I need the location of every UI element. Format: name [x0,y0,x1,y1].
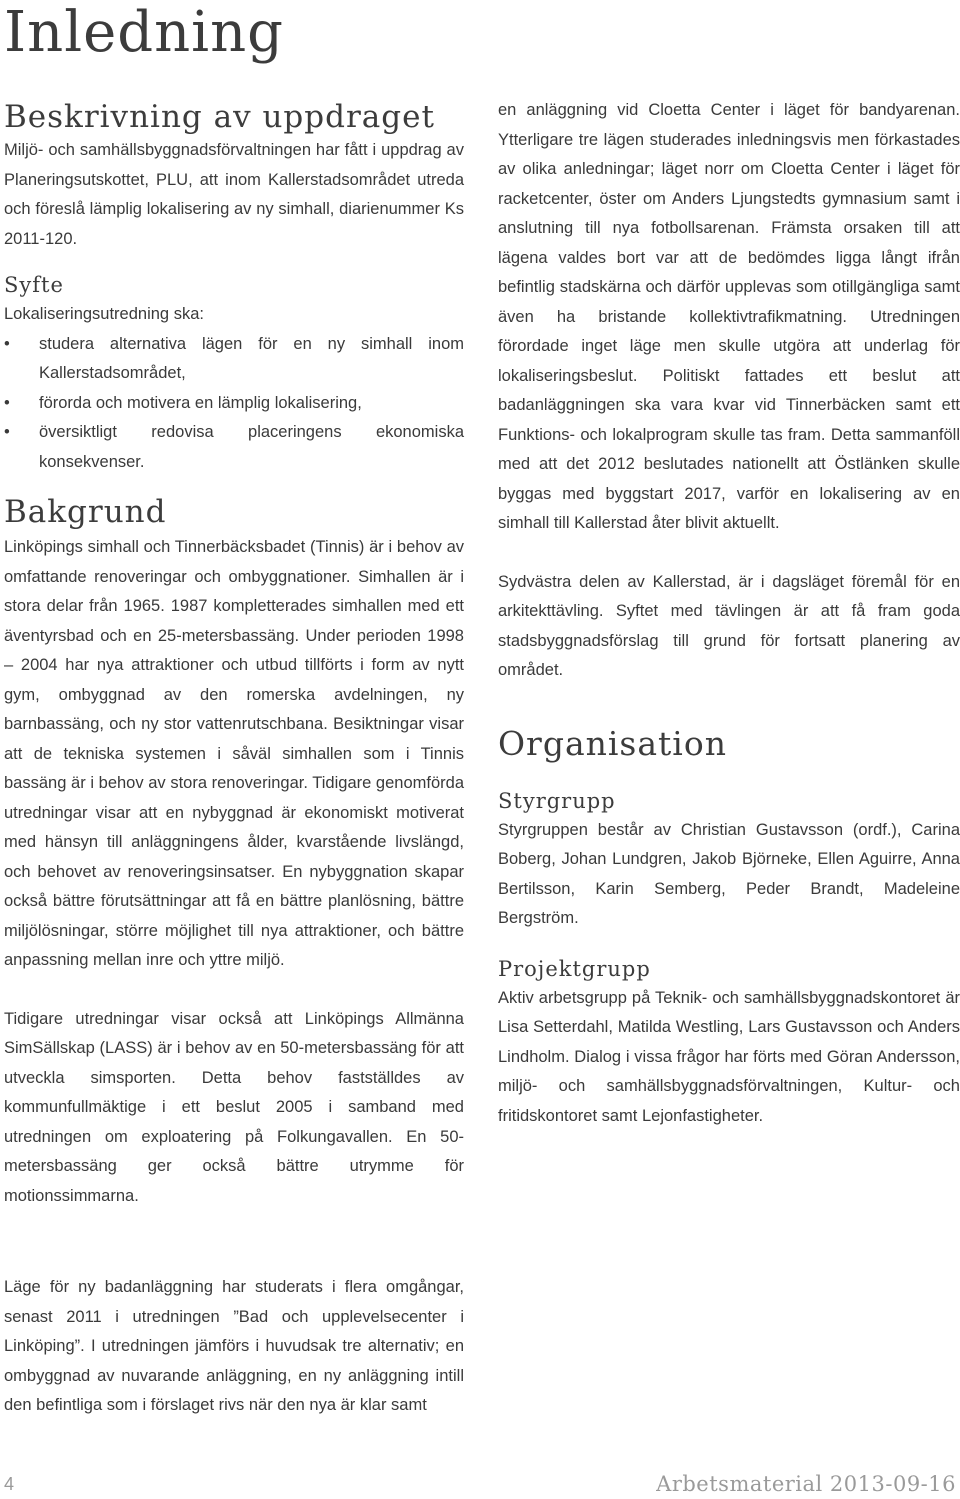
projektgrupp-paragraph: Aktiv arbetsgrupp på Teknik- och samhällsbyggnadskontoret är Lisa Setterdahl, Matilda Westling, Lars Gustavsson och Anders Lindholm. Dialog i vissa frågor har förts med Göran Andersson, miljö- och samhällsbyggnadsförvaltningen, Kultur- och fritidskontoret samt Lejonfastigheter. [498,988,960,1125]
styrgrupp-paragraph: Styrgruppen består av Christian Gustavsson (ordf.), Carina Boberg, Johan Lundgren, Jakob Björneke, Ellen Aguirre, Anna Bertilsson, Karin Semberg, Peder Brandt, Madeleine Bergström. [498,820,960,927]
beskrivning-paragraph: Miljö- och samhällsbyggnadsförvaltningen har fått i uppdrag av Planeringsutskottet, PLU, att inom Kallerstadsområdet utreda och föreslå lämplig lokalisering av ny simhall, diarienummer Ks 2011-120. [4,141,464,248]
list-item: • översiktligt redovisa placeringens ekonomiska konsekvenser. [4,418,464,477]
page-number: 4 [4,1474,15,1494]
section-heading-beskrivning: Beskrivning av uppdraget [4,99,435,135]
syfte-list [4,330,464,478]
left-column [4,96,464,1211]
list-item: • studera alternativa lägen för en ny simhall inom Kallerstadsområdet, [4,330,464,389]
subsection-heading-syfte: Syfte [4,273,64,297]
bakgrund-paragraph-1: Linköpings simhall och Tinnerbäcksbadet (Tinnis) är i behov av omfattande renoveringar och ombyggnationer. Simhallen är i stora delar från 1965. 1987 kompletterades simhallen med ett äventyrsbad och en 25-metersbassäng. Under perioden 1998 – 2004 har nya attraktioner och utbud tillförts i form av nytt gym, ombyggnad av den romerska avdelningen, ny barnbassäng, och ny stor vattenrutschbana. Besiktningar visar att de tekniska systemen i såväl simhallen som i Tinnis bassäng är i behov av stora renoveringar. Tidigare genomförda utredningar visar att en nybyggnad är ekonomiskt motiverat med hänsyn till anläggningens ålder, kvarstående livslängd, och behovet av renoveringsinsatser. En nybyggnation skapar också bättre förutsättningar att få en bättre planlösning, bättre miljölösningar, större möjlighet till nya attraktioner, och bättre anpassning mellan inre och yttre miljö. [4,538,464,969]
left-column-bottom [4,1273,464,1421]
footer-label: Arbetsmaterial 2013-09-16 [656,1472,956,1496]
syfte-intro: Lokaliseringsutredning ska: [4,305,204,323]
right-column [498,96,960,1131]
subsection-heading-styrgrupp: Styrgrupp [498,788,616,813]
right-paragraph-2: Sydvästra delen av Kallerstad, är i dagsläget föremål för en arkitekttävling. Syftet med tävlingen är att få fram goda stadsbyggnadsförslag till grund för fortsatt planering av området. [498,572,960,679]
right-paragraph-1: en anläggning vid Cloetta Center i läget för bandyarenan. Ytterligare tre lägen studerades inledningsvis men förkastades av olika anledningar; läget norr om Cloetta Center i läget för racketcenter, öster om Anders Ljungstedts gymnasium samt i anslutning till nya fotbollsarenan. Främsta orsaken till att lägena valdes bort var att de bedömdes ligga långt ifrån befintlig stadskärna och därför upplevas som otillgängliga samt även ha bristande kollektivtrafikmatning. Utredningen förordade inget läge men skulle utgöra att underlag för lokaliseringsbeslut. Politiskt fattades ett beslut att badanläggningen ska vara kvar vid Tinnerbäcken samt ett Funktions- och lokalprogram skulle tas fram. Detta sammanföll med att det 2012 beslutades nationellt att Östlänken skulle byggas med byggstart 2017, varför en lokalisering av en simhall till Kallerstad åter blivit aktuellt. [498,101,960,532]
section-heading-organisation: Organisation [498,723,727,763]
section-heading-bakgrund: Bakgrund [4,494,167,530]
subsection-heading-projektgrupp: Projektgrupp [498,956,651,981]
page-title: Inledning [4,0,284,65]
bakgrund-paragraph-2: Tidigare utredningar visar också att Linköpings Allmänna SimSällskap (LASS) är i behov av en 50-metersbassäng för att utveckla simsporten. Detta behov fastställdes av kommunfullmäktige i ett beslut 2005 i samband med utredningen om exploatering på Folkungavallen. En 50-metersbassäng ger också bättre utrymme för motionssimmarna. [4,1009,464,1205]
list-item: • förorda och motivera en lämplig lokalisering, [4,389,464,419]
bakgrund-paragraph-3: Läge för ny badanläggning har studerats i flera omgångar, senast 2011 i utredningen ”Bad och upplevelsecenter i Linköping”. I utredningen jämförs i huvudsak tre alternativ; en ombyggnad av nuvarande anläggning, en ny anläggning intill den befintliga som i förslaget rivs när den nya är klar samt [4,1278,464,1414]
